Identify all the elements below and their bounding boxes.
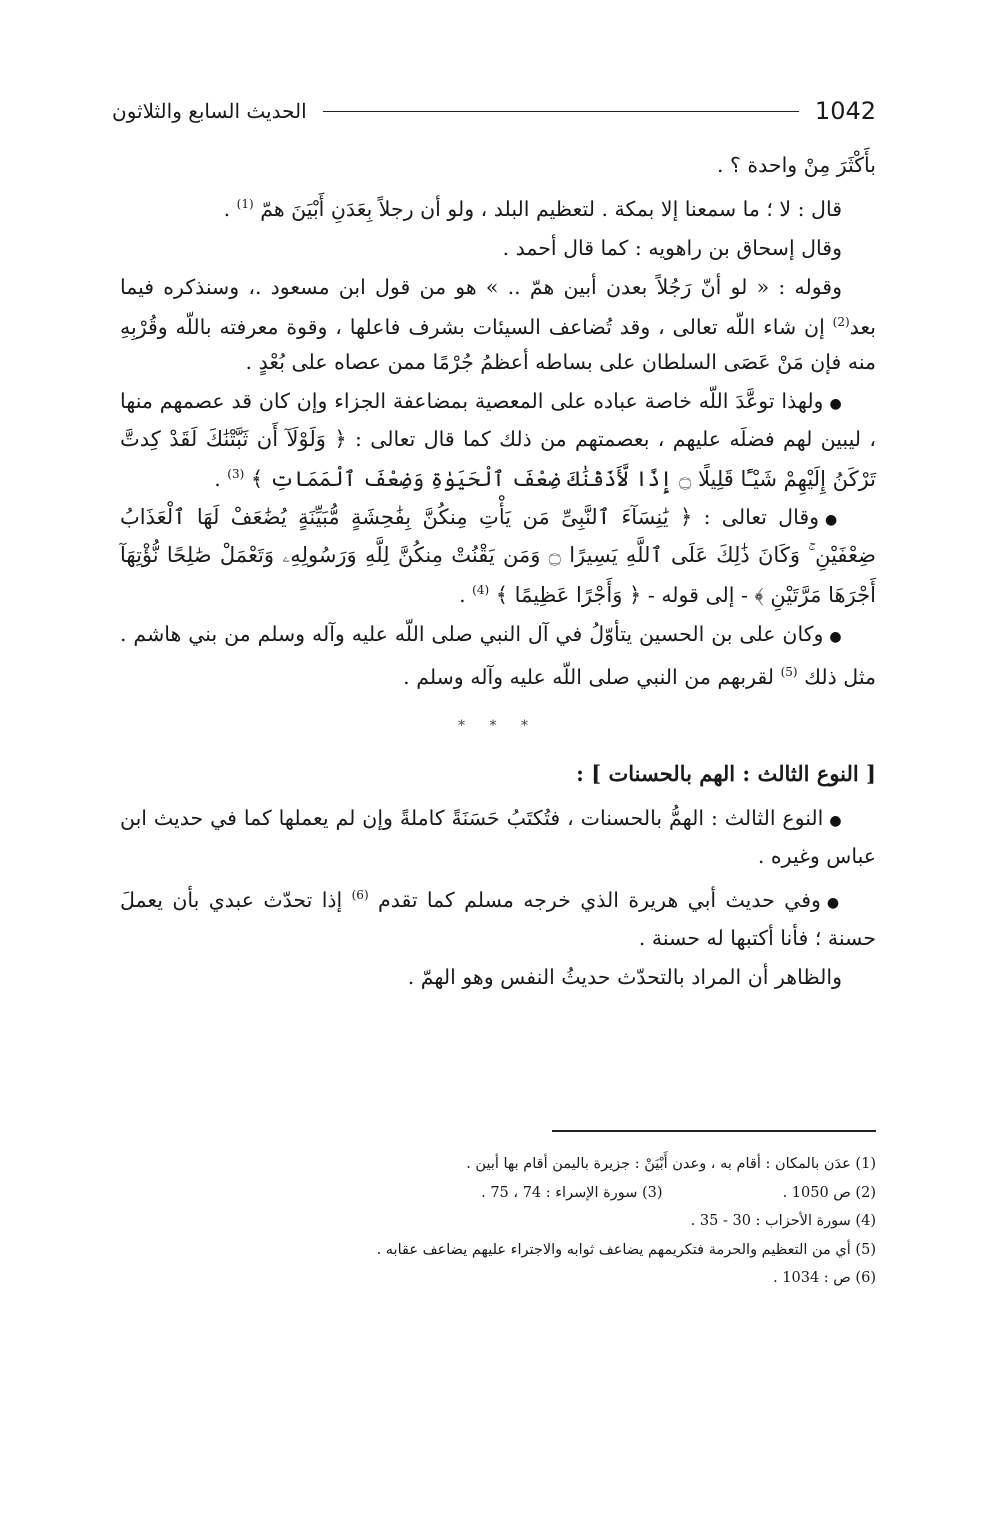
- bullet-icon: ●: [825, 512, 842, 529]
- footnote: (2) ص 1050 .: [782, 1184, 876, 1201]
- bullet-icon: ●: [829, 629, 842, 646]
- footnotes: [120, 1150, 876, 1293]
- footnote: (5) أي من التعظيم والحرمة فتكريمهم يضاعف ثوابه والاجتراء عليهم يضاعف عقابه .: [376, 1241, 876, 1258]
- paragraph: والظاهر أن المراد بالتحدّث حديثُ النفس وهو الهمّ .: [407, 964, 842, 989]
- paragraph: ●وقال تعالى : ﴿ يَٰنِسَآءَ ٱلنَّبِىِّ مَن يَأْتِ مِنكُنَّ بِفَٰحِشَةٍ مُّبَيِّنَةٍ يُضَٰعَفْ لَهَا ٱلْعَذَابُ ضِعْفَيْنِ ۚ وَكَانَ ذَٰلِكَ عَلَى ٱللَّهِ يَسِيرًا ۝ وَمَن يَقْنُتْ مِنكُنَّ لِلَّهِ وَرَسُولِهِۦ وَتَعْمَلْ صَٰلِحًا نُّؤْتِهَآ أَجْرَهَا مَرَّتَيْنِ ﴾ - إلى قوله - ﴿ وَأَجْرًا عَظِيمًا ﴾ $^{(4)}$ .: [120, 505, 876, 608]
- header-rule: [323, 111, 799, 112]
- footnote: (3) سورة الإسراء : 74 ، 75 .: [481, 1184, 663, 1201]
- paragraph: وقال إسحاق بن راهويه : كما قال أحمد .: [502, 235, 842, 260]
- footnote: (4) سورة الأحزاب : 30 - 35 .: [690, 1213, 876, 1229]
- paragraph: ●ولهذا توعَّدَ اللّه خاصة عباده على المعصية بمضاعفة الجزاء وإن كان قد عصمهم منها ، ليبين لهم فضلَه عليهم ، بعصمتهم من ذلك كما قال تعالى : ﴿ وَلَوْلَآ أَن ثَبَّتْنَٰكَ لَقَدْ كِدتَّ تَرْكَنُ إِلَيْهِمْ شَيْـًٔا قَلِيلًا ۝ إِذًا لَّأَذَقْنَٰكَ ضِعْفَ ٱلْحَيَوٰةِ وَضِعْفَ ٱلْمَمَاتِ ﴾ $^{(3)}$ .: [120, 388, 876, 491]
- section-heading: [ النوع الثالث : الهم بالحسنات ] :: [576, 761, 876, 787]
- running-title: الحديث السابع والثلاثون: [112, 99, 307, 123]
- footnote-marker[interactable]: (1): [236, 197, 254, 211]
- bullet-icon: ●: [829, 813, 843, 830]
- footnote-marker[interactable]: (4): [472, 583, 490, 598]
- main-text: [120, 148, 876, 999]
- bullet-icon: ●: [826, 894, 842, 911]
- page-header: [112, 94, 876, 128]
- footnote-row: [120, 1179, 876, 1208]
- page-number: 1042: [814, 97, 876, 125]
- paragraph: قال : لا ؛ ما سمعنا إلا بمكة . لتعظيم البلد ، ولو أن رجلاً بِعَدَنِ أَبْيَنَ همّ $^{(1)}$ .: [223, 196, 842, 221]
- paragraph: بأَكْثَرَ مِنْ واحدة ؟ .: [716, 153, 876, 177]
- quran-verse: ﴿ يَٰنِسَآءَ ٱلنَّبِىِّ مَن يَأْتِ مِنكُنَّ بِفَٰحِشَةٍ مُّبَيِّنَةٍ يُضَٰعَفْ لَهَا ٱلْعَذَابُ ضِعْفَيْنِ ۚ وَكَانَ ذَٰلِكَ عَلَى ٱللَّهِ يَسِيرًا ۝ وَمَن يَقْنُتْ مِنكُنَّ لِلَّهِ وَرَسُولِهِۦ وَتَعْمَلْ صَٰلِحًا نُّؤْتِهَآ أَجْرَهَا مَرَّتَيْنِ ﴾: [120, 505, 876, 608]
- bullet-icon: ●: [829, 395, 842, 412]
- paragraph: ●وفي حديث أبي هريرة الذي خرجه مسلم كما تقدم $^{(6)}$ إذا تحدّث عبدي بأن يعملَ حسنة ؛ فأنا أكتبها له حسنة .: [120, 887, 876, 950]
- paragraph: وقوله : « لو أنّ رَجُلاً بعدن أبين همّ .. » هو من قول ابن مسعود .، وسنذكره فيما بعد$^{(2)}$ إن شاء اللّه تعالى ، وقد تُضاعف السيئات بشرف فاعلها ، وقوة معرفته باللّه وقُرْبِهِ منه فإن مَنْ عَصَى السلطان على بساطه أعظمُ جُرْمًا ممن عصاه على بُعْدٍ .: [120, 274, 876, 374]
- footnote-marker[interactable]: (2): [832, 314, 850, 329]
- footnote-marker[interactable]: (6): [351, 888, 369, 903]
- footnote-marker[interactable]: (3): [227, 466, 245, 481]
- quran-verse: ﴿ وَلَوْلَآ أَن ثَبَّتْنَٰكَ لَقَدْ كِدتَّ تَرْكَنُ إِلَيْهِمْ شَيْـًٔا قَلِيلًا ۝ إِذًا لَّأَذَقْنَٰكَ ضِعْفَ ٱلْحَيَوٰةِ وَضِعْفَ ٱلْمَمَاتِ ﴾: [120, 426, 876, 491]
- paragraph: ●وكان على بن الحسين يتأوّلُ في آل النبي صلى اللّه عليه وآله وسلم من بني هاشم . مثل ذلك $^{(5)}$ لقربهم من النبي صلى اللّه عليه وآله وسلم .: [120, 622, 876, 690]
- paragraph: ●النوع الثالث : الهمُّ بالحسنات ، فتُكتَبُ حَسَنَةً كاملةً وإن لم يعملها كما في حديث ابن عباس وغيره .: [120, 806, 876, 869]
- footnote-marker[interactable]: (5): [780, 665, 798, 680]
- quran-verse: ﴿ وَأَجْرًا عَظِيمًا ﴾: [495, 583, 642, 608]
- footnote: (1) عدَن بالمكان : أقام به ، وعدن أَبْيَنْ : جزيرة باليمن أقام بها أبين .: [466, 1156, 876, 1172]
- footnote-rule: [552, 1130, 876, 1132]
- footnote: (6) ص : 1034 .: [773, 1270, 876, 1286]
- section-divider: * * *: [458, 718, 538, 735]
